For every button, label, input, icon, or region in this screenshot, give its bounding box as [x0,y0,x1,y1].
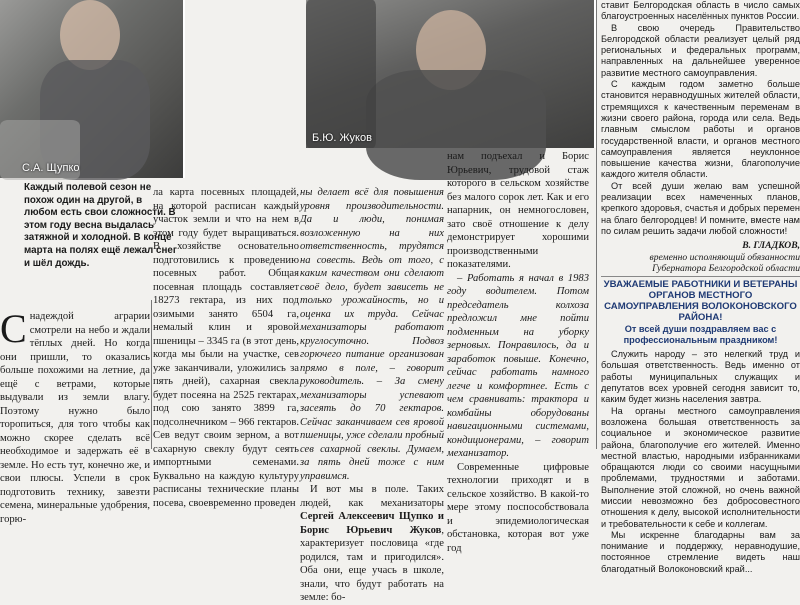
drop-cap: С [0,306,27,351]
greeting-paragraph-4: От всей души желаю вам успешной реализации всех намеченных планов, крепкого здоровья, счастья и добрых перемен на благо белгородцев! И помните, вместе нам по силам решить задачи любой сложности! [601,180,800,236]
photo-zhukov [306,0,596,148]
article-column-3 [300,186,444,603]
photo-credit-right: Б.Ю. Жуков [312,132,372,144]
photo-credit-left: С.А. Щупко [22,162,80,174]
signature-name: В. ГЛАДКОВ, [742,240,800,252]
signature [601,240,800,274]
photo-caption: Каждый полевой сезон не похож один на другой, в любом есть свои сложности. В этом году весна выдалась затяжной и холодной. В конце марта на полях ещё лежал снег и шёл дождь. [24,182,177,269]
article-column-4 [447,150,589,554]
greeting-paragraph-5: Служить народу – это нелегкий труд и большая ответственность. Ведь именно от работы муниципальных служащих и депутатов всех уровней сегодня зависит то, каким будет жизнь населения завтра. [601,349,800,405]
column-3-names: Сергей Алексеевич Щупко и Борис Юрьевич Жуков [300,511,444,536]
signature-role-2: Губернатора Белгородской области [652,262,800,274]
column-1-text: надеждой аграрии смотрели на небо и ждали тёплых дней. Но когда они пришли, то оказались больше похожими на летние, да ещё с ветрами, которые выдували из земли влагу. Поэтому нужно было торопиться, для того чтобы как можно скорее сделать всё необходимое и задержать её в земле. Но есть тут, конечно же, и свои плюсы. Успели в срок подготовить технику, завезти семена, минеральные удобрения, горю- [0,311,150,525]
column-3-quote: ны делает всё для повышения уровня производительности. Да и люди, понимая возложенную на них ответственность, трудятся на совесть. Ведь от того, с каким качеством они сделают своё дело, будет зависеть не только урожайность, но и оценка их труда. Сейчас механизаторы работают круглосуточно. Подвоз горючего питание организован прямо в поле, – говорит руководитель. – За смену механизаторы успевают засеять до 70 гектаров. Сейчас заканчиваем сев яровой пшеницы, уже сделали пробный сев сахарной свеклы. Думаем, за пять дней тоже с ним управимся. [300,187,444,482]
greeting-headline: УВАЖАЕМЫЕ РАБОТНИКИ И ВЕТЕРАНЫ ОРГАНОВ МЕСТНОГО САМОУПРАВЛЕНИЯ ВОЛОКОНОВСКОГО РАЙОНА! [603,279,798,324]
column-divider [151,300,152,449]
column-4-quote: – Работать я начал в 1983 году водителем. Потом председатель колхоза предложил мне пойти подменным на уборку зерновых. Понравилось, да и заработок повыше. Конечно, сейчас работать намного легче и комфортнее. Есть с чем сравнивать: трактора и комбайны оборудованы навигационными системами, кондиционерами, – говорит механизатор. [447,272,589,459]
greeting-paragraph-6: На органы местного самоуправления возложена большая ответственность за социальное и экономическое развитие района, благополучие его жителей. Именно местной властью, народными избранниками обращаются люди со своими насущными проблемами, трудностями и заботами. Выполнение этой сложной, но очень важной миссии невозможно без добросовестного отношения к делу, высокой исполнительности и требовательности к себе и коллегам. [601,405,800,529]
greeting-paragraph-7: Мы искренне благодарны вам за понимание и поддержку, неравнодушие, постоянное стремление видеть наш благодатный Волоконовский край... [601,529,800,574]
section-divider [596,0,597,449]
horizontal-rule [601,276,800,277]
signature-role-1: временно исполняющий обязанности [649,251,800,263]
greeting-paragraph-2: В свою очередь Правительство Белгородской области реализует целый ряд региональных и федеральных программ, направленных на дальнейшее уверенное развитие местного самоуправления. [601,22,800,78]
article-column-1 [0,306,150,525]
photo-shchupko [0,0,185,178]
column-3-text-b: , характеризует пословица «где родился, там и пригодился». Оба они, еще учась в школе, знали, что будут работать на земле: бо- [300,524,444,603]
greeting-subhead: От всей души поздравляем вас с профессиональным праздником! [623,324,778,346]
greeting-paragraph-3: С каждым годом заметно больше становится неравнодушных жителей области, стремящихся к качественным переменам в жизни своего района, города или села. Ведь главным смыслом работы и органов государственной власти, и органов местного самоуправления является неуклонное повышение качества жизни, благополучие каждого жителя области. [601,79,800,180]
column-4-text-a: нам подъехал и Борис Юрьевич, трудовой стаж которого в сельском хозяйстве без малого сорок лет. Как и его напарник, он немногословен, зато своё отношение к делу демонстрирует хорошими производственными показателями. [447,151,589,270]
column-2-text: ла карта посевных площадей, на которой расписан каждый участок земли и что на нем в этом году будет выращиваться. В хозяйстве основательно подготовились к проведению посевных работ. Общая посевная площадь составляет 18273 гектара, из них под озимыми занято 6504 га, немалый клин и яровой пшеницы – 3345 га (в этот день, когда мы были на участке, сев уже заканчивали, уложились за пять дней), сахарная свекла будет посеяна на 2525 гектарах, под сою занято 3899 га, подсолнечником – 966 гектаров. Сев ведут своим зерном, а вот сахарную свеклу будут сеять импортными семенами. Буквально на каждую культуру расписаны технические планы посева, своевременно проведен [153,187,299,509]
article-column-2 [153,186,299,509]
column-3-paragraph [300,483,444,605]
column-4-text-b: Современные цифровые технологии приходят и в сельское хозяйство. В какой-то мере этому поспособствовала и эпидемиологическая обстановка, которая вот уже год [447,461,589,554]
column-3-text-a: И вот мы в поле. Таких людей, как механизаторы [300,484,444,509]
greeting-paragraph-1: ставит Белгородская область в число самых благоустроенных населённых пунктов России. [601,0,800,22]
right-column [601,0,800,574]
